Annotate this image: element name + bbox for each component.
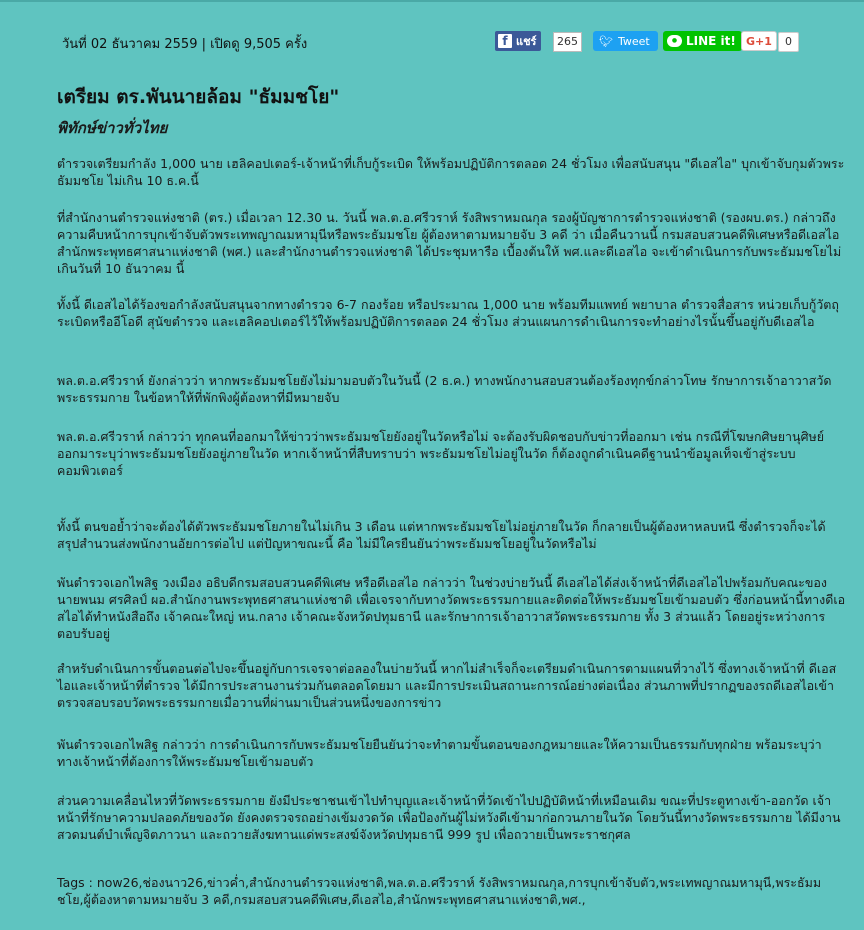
twitter-bird-icon: 🐦︎ [599,34,613,48]
article-paragraph: ทั้งนี้ ตนขอย้ำว่าจะต้องได้ตัวพระธัมมชโยภายในไม่เกิน 3 เดือน แต่หากพระธัมมชโยไม่อยู่ภายในวัด ก็กลายเป็นผู้ต้องหาหลบหนี ซึ่งตำรวจก็จะได้สรุปสำนวนส่งพนักงานอัยการต่อไป แต่ปัญหาขณะนี้ คือ ไม่มีใครยืนยันว่าพระธัมมชโยอยู่ในวัดหรือไม่ [57,519,826,551]
article-paragraph: ส่วนความเคลื่อนไหวที่วัดพระธรรมกาย ยังมีประชาชนเข้าไปทำบุญและเจ้าหน้าที่วัดเข้าไปปฏิบัติหน้าที่เหมือนเดิม ขณะที่ประตูทางเข้า-ออกวัด เจ้าหน้าที่รักษาความปลอดภัยของวัด ยังคงตรวจรถอย่างเข้มงวดวัด เพื่อป้องกันผู้ไม่หวังดีเข้ามาก่อกวนภายในวัด โดยวันนี้ทางวัดพระธรรมกาย ได้มีงานสวดมนต์บำเพ็ญจิตภาวนา และถวายสังฆทานแด่พระสงฆ์จังหวัดปทุมธานี 999 รูป เพื่อถวายเป็นพระราชกุศล [57,793,841,842]
article-source: พิทักษ์ข่าวทั่วไทย [57,119,168,137]
google-plus-button[interactable] [741,31,777,51]
article-paragraph: พล.ต.อ.ศรีวราห์ กล่าวว่า ทุกคนที่ออกมาให้ข่าวว่าพระธัมมชโยยังอยู่ในวัดหรือไม่ จะต้องรับผิดชอบกับข่าวที่ออกมา เช่น กรณีที่โฆษกศิษยานุศิษย์ ออกมาระบุว่าพระธัมมชโยยังอยู่ภายในวัด หากเจ้าหน้าที่สืบทราบว่า พระธัมมชโยไม่อยู่ในวัด ก็ต้องถูกดำเนินคดีฐานนำข้อมูลเท็จเข้าสู่ระบบคอมพิวเตอร์ [57,429,825,478]
article-title: เตรียม ตร.พันนายล้อม "ธัมมชโย" [57,86,340,108]
facebook-icon: f [498,34,512,48]
article-tags[interactable]: Tags : now26,ช่องนาว26,ข่าวค่ำ,สำนักงานตำรวจแห่งชาติ,พล.ต.อ.ศรีวราห์ รังสิพราหมณกุล,การบุกเข้าจับตัว,พระเทพญาณมหามุนี,พระธัมมชโย,ผู้ต้องหาตามหมายจับ 3 คดี,กรมสอบสวนคดีพิเศษ,ดีเอสไอ,สำนักพระพุทธศาสนาแห่งชาติ,พศ., [57,875,822,907]
google-plus-label: G+1 [746,34,772,48]
line-share-label: LINE it! [686,34,736,48]
twitter-tweet-button[interactable] [593,31,658,51]
article-paragraph: พันตำรวจเอกไพสิฐ วงเมือง อธิบดีกรมสอบสวนคดีพิเศษ หรือดีเอสไอ กล่าวว่า ในช่วงบ่ายวันนี้ ดีเอสไอได้ส่งเจ้าหน้าที่ดีเอสไอไปพร้อมกับคณะของ นายพนม ศรศิลป์ ผอ.สำนักงานพระพุทธศาสนาแห่งชาติ เพื่อเจรจากับทางวัดพระธรรมกายและติดต่อให้พระธัมมชโยเข้ามอบตัว ซึ่งก่อนหน้านี้ทางดีเอสไอได้ทำหนังสือถึง เจ้าคณะใหญ่ หน.กลาง เจ้าคณะจังหวัดปทุมธานี และรักษาการเจ้าอาวาสวัดพระธรรมกาย ทั้ง 3 ส่วนแล้ว โดยอยู่ระหว่างการตอบรับอยู่ [57,575,846,641]
google-plus-count: 0 [778,32,799,52]
article-paragraph: ทั้งนี้ ดีเอสไอได้ร้องขอกำลังสนับสนุนจากทางตำรวจ 6-7 กองร้อย หรือประมาณ 1,000 นาย พร้อมทีมแพทย์ พยาบาล ตำรวจสื่อสาร หน่วยเก็บกู้วัตถุระเบิดหรืออีโอดี สุนัขตำรวจ และเฮลิคอปเตอร์ไว้ให้พร้อมปฏิบัติการตลอด 24 ชั่วโมง ส่วนแผนการดำเนินการจะทำอย่างไรนั้นขึ้นอยู่กับดีเอสไอ [57,297,839,329]
facebook-share-label: แชร์ [516,35,537,48]
article-paragraph: พล.ต.อ.ศรีวราห์ ยังกล่าวว่า หากพระธัมมชโยยังไม่มามอบตัวในวันนี้ (2 ธ.ค.) ทางพนักงานสอบสวนต้องร้องทุกข์กล่าวโทษ รักษาการเจ้าอาวาสวัดพระธรรมกาย ในข้อหาให้ที่พักพิงผู้ต้องหาที่มีหมายจับ [57,373,832,405]
article-meta: วันที่ 02 ธันวาคม 2559 | เปิดดู 9,505 ครั้ง [62,37,308,52]
article-paragraph: ที่สำนักงานตำรวจแห่งชาติ (ตร.) เมื่อเวลา 12.30 น. วันนี้ พล.ต.อ.ศรีวราห์ รังสิพราหมณกุล รองผู้บัญชาการตำรวจแห่งชาติ (รองผบ.ตร.) กล่าวถึงความคืบหน้าการบุกเข้าจับตัวพระเทพญาณมหามุนีหรือพระธัมมชโย ผู้ต้องหาตามหมายจับ 3 คดี ว่า เมื่อคืนวานนี้ กรมสอบสวนคดีพิเศษหรือดีเอสไอ สำนักพระพุทธศาสนาแห่งชาติ (พศ.) และสำนักงานตำรวจแห่งชาติ ได้ประชุมหารือ เบื้องต้นให้ พศ.และดีเอสไอ จะเข้าดำเนินการกับพระธัมมชโยไม่เกินวันที่ 10 ธันวาคม นี้ [57,210,842,276]
article-paragraph: สำหรับดำเนินการขั้นตอนต่อไปจะขึ้นอยู่กับการเจรจาต่อลองในบ่ายวันนี้ หากไม่สำเร็จก็จะเตรียมดำเนินการตามแผนที่วางไว้ ซึ่งทางเจ้าหน้าที่ ดีเอสไอและเจ้าหน้าที่ตำรวจ ได้มีการประสานงานร่วมกันตลอดโดยมา และมีการประเมินสถานะการณ์อย่างต่อเนื่อง ส่วนภาพที่ปรากฏของรถดีเอสไอเข้าตรวจสอบรอบวัดพระธรรมกายเมื่อวานที่ผ่านมาเป็นส่วนหนึ่งของการข่าว [57,661,837,710]
tweet-label: Tweet [617,34,650,48]
facebook-share-count: 265 [553,32,582,52]
line-bubble-icon: ● [667,35,682,47]
article-paragraph: ตำรวจเตรียมกำลัง 1,000 นาย เฮลิคอปเตอร์-เจ้าหน้าที่เก็บกู้ระเบิด ให้พร้อมปฏิบัติการตลอด 24 ชั่วโมง เพื่อสนับสนุน "ดีเอสไอ" บุกเข้าจับกุมตัวพระธัมมชโย ไม่เกิน 10 ธ.ค.นี้ [57,156,845,188]
top-border [0,0,864,2]
article-paragraph: พันตำรวจเอกไพสิฐ กล่าวว่า การดำเนินการกับพระธัมมชโยยืนยันว่าจะทำตามขั้นตอนของกฎหมายและให้ความเป็นธรรมกับทุกฝ่าย พร้อมระบุว่า ทางเจ้าหน้าที่ต้องการให้พระธัมมชโยเข้ามอบตัว [57,737,822,769]
facebook-share-button[interactable] [495,31,541,51]
line-share-button[interactable] [663,31,742,51]
